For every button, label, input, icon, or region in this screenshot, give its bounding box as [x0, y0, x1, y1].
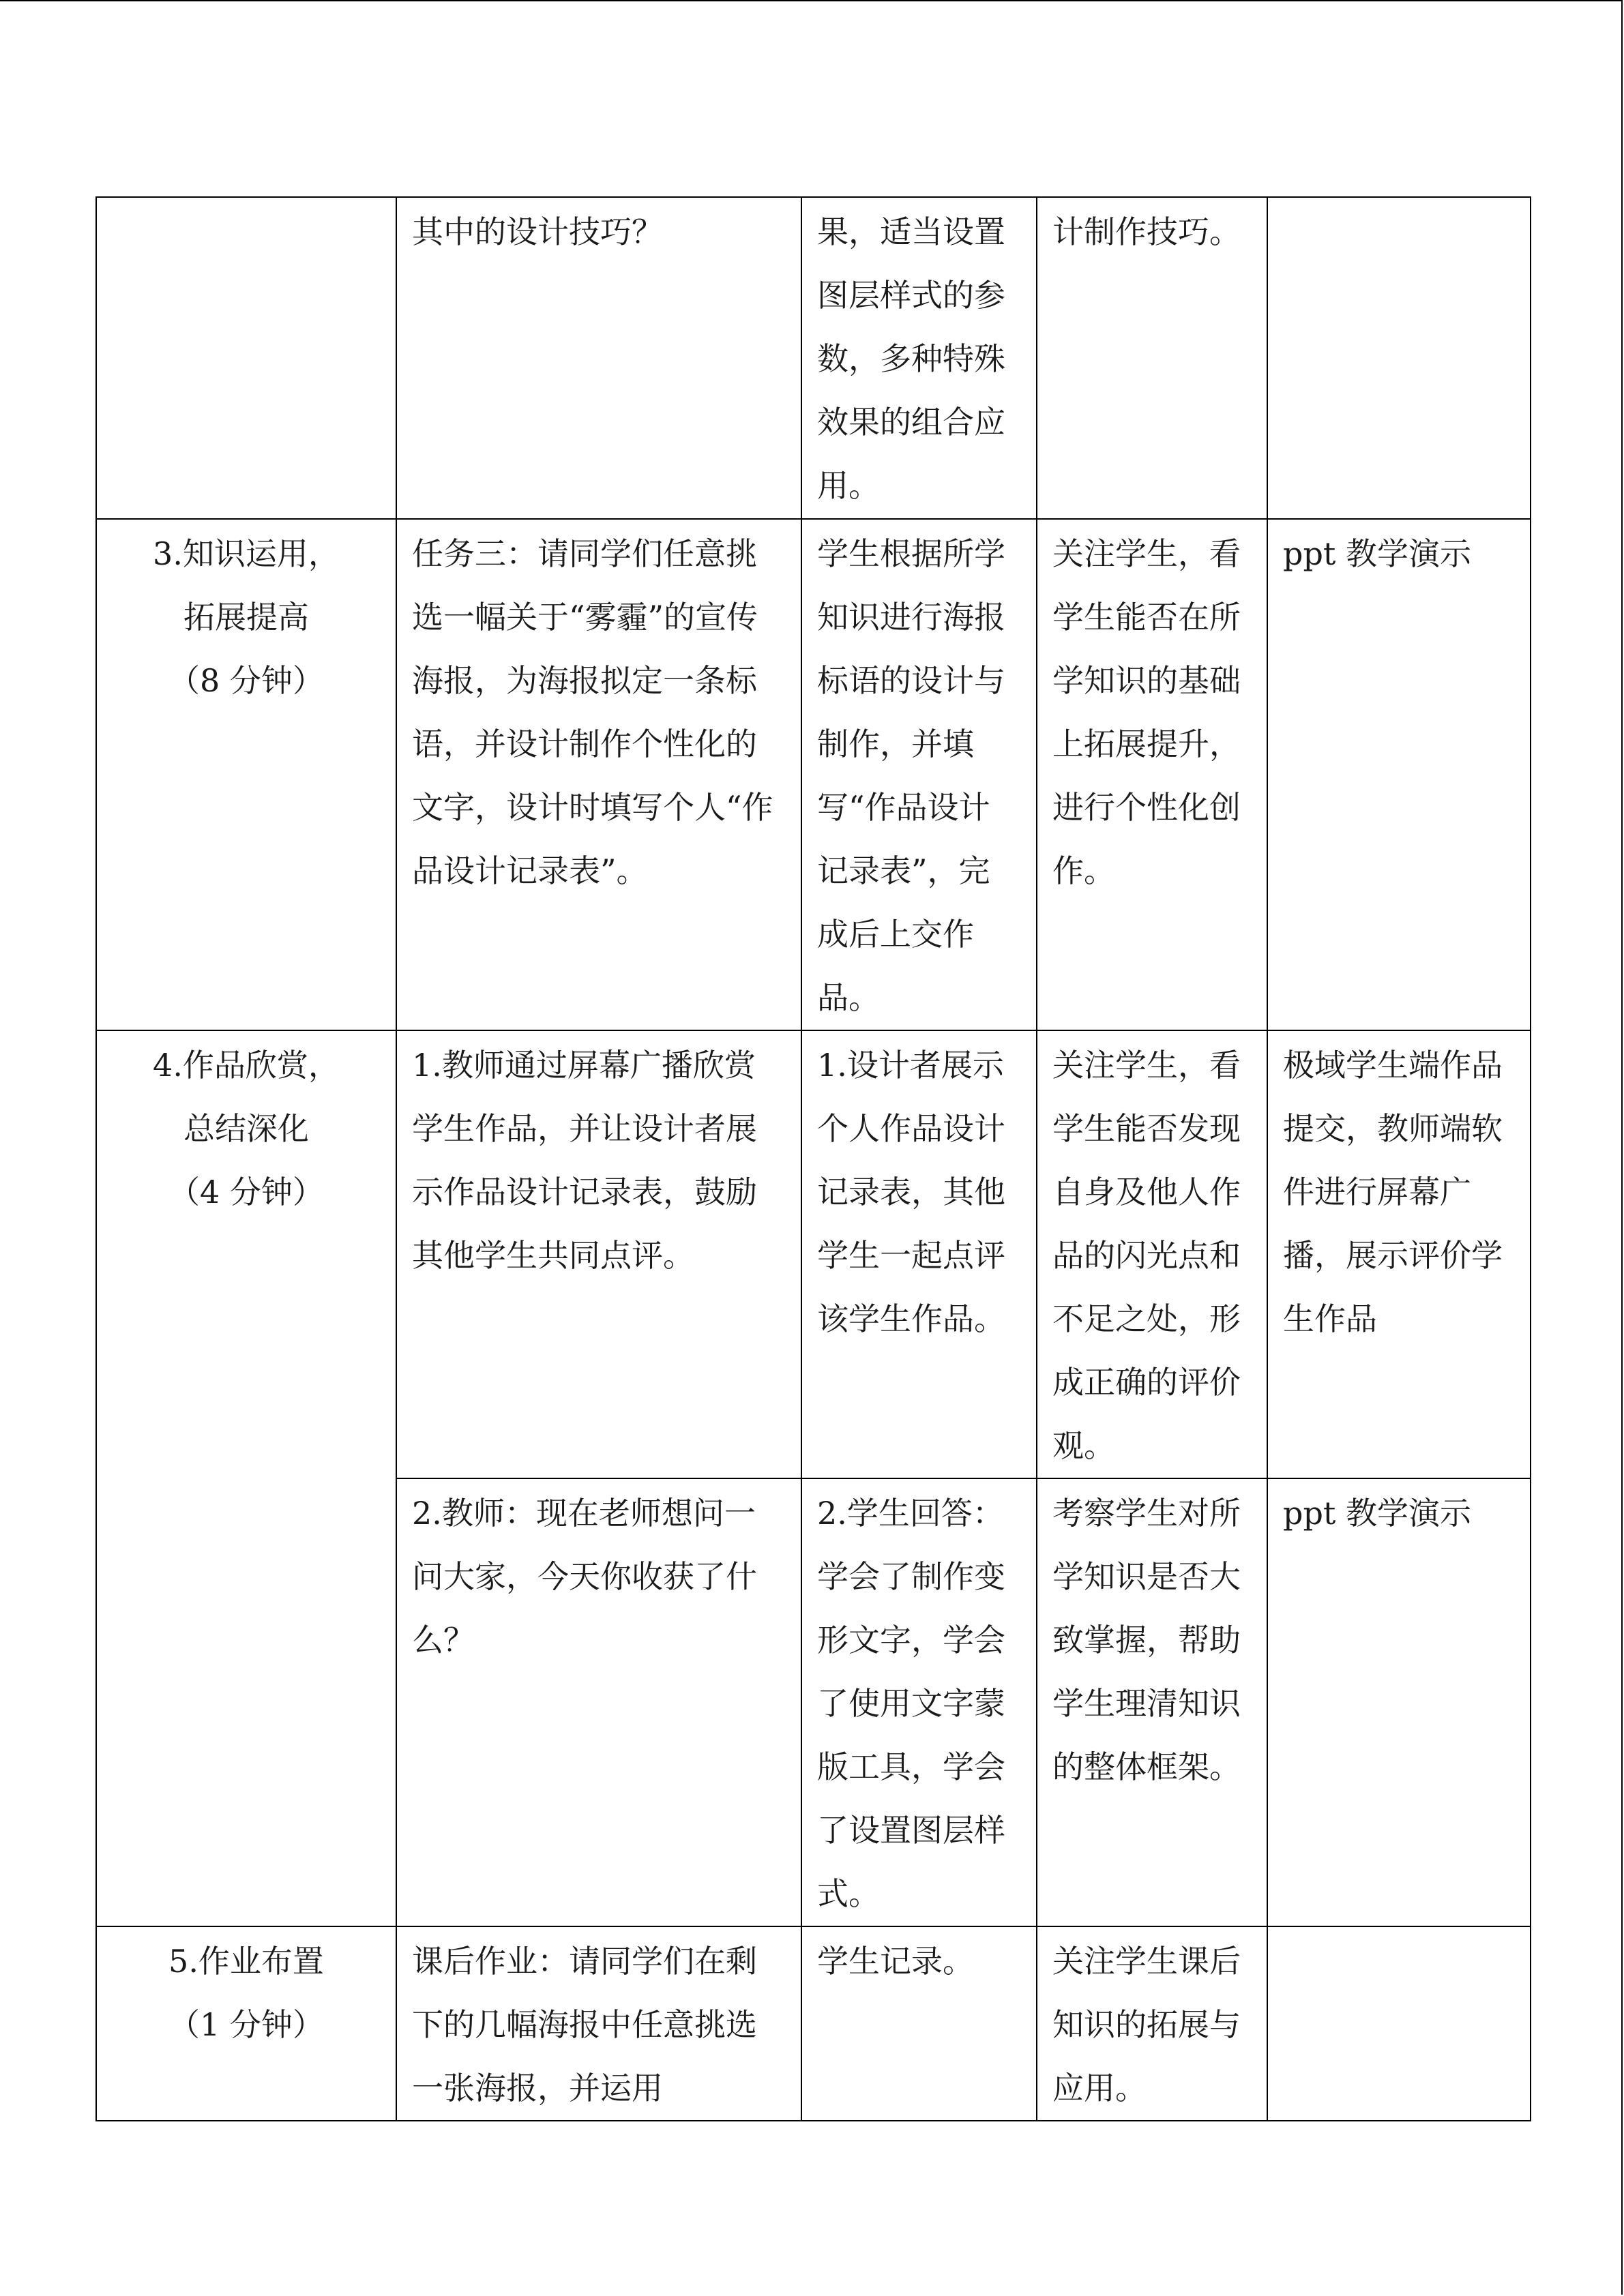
stage-subtitle: 拓展提高 [183, 599, 309, 636]
media-cell [1267, 1926, 1531, 2121]
student-activity-cell: 学生根据所学知识进行海报标语的设计与制作，并填写“作品设计记录表”，完成后上交作品。 [801, 519, 1037, 1030]
design-intent-cell: 关注学生，看学生能否在所学知识的基础上拓展提升，进行个性化创作。 [1037, 519, 1267, 1030]
stage-cell [96, 519, 396, 1030]
task-cell: 2.教师：现在老师想问一问大家，今天你收获了什么？ [396, 1478, 801, 1926]
stage-title: 3.知识运用， [153, 535, 340, 572]
stage-duration: （1 分钟） [168, 2006, 324, 2043]
table-row [96, 1926, 1531, 2121]
student-activity-cell: 学生记录。 [801, 1926, 1037, 2121]
table-row [96, 519, 1531, 1030]
task-cell: 其中的设计技巧？ [396, 197, 801, 519]
student-activity-cell: 2.学生回答：学会了制作变形文字，学会了使用文字蒙版工具，学会了设置图层样式。 [801, 1478, 1037, 1926]
media-cell [1267, 197, 1531, 519]
table-row [96, 1030, 1531, 1478]
task-cell: 课后作业：请同学们在剩下的几幅海报中任意挑选一张海报，并运用 [396, 1926, 801, 2121]
stage-duration: （4 分钟） [168, 1174, 324, 1210]
task-cell: 1.教师通过屏幕广播欣赏学生作品，并让设计者展示作品设计记录表，鼓励其他学生共同点评。 [396, 1030, 801, 1478]
stage-cell [96, 1030, 396, 1926]
design-intent-cell: 关注学生，看学生能否发现自身及他人作品的闪光点和不足之处，形成正确的评价观。 [1037, 1030, 1267, 1478]
student-activity-cell: 1.设计者展示个人作品设计记录表，其他学生一起点评该学生作品。 [801, 1030, 1037, 1478]
design-intent-cell: 计制作技巧。 [1037, 197, 1267, 519]
stage-duration: （8 分钟） [168, 662, 324, 699]
design-intent-cell: 考察学生对所学知识是否大致掌握，帮助学生理清知识的整体框架。 [1037, 1478, 1267, 1926]
media-cell: ppt 教学演示 [1267, 1478, 1531, 1926]
media-cell: ppt 教学演示 [1267, 519, 1531, 1030]
table-row [96, 197, 1531, 519]
student-activity-cell: 果，适当设置图层样式的参数，多种特殊效果的组合应用。 [801, 197, 1037, 519]
media-cell: 极域学生端作品提交，教师端软件进行屏幕广播，展示评价学生作品 [1267, 1030, 1531, 1478]
task-cell: 任务三：请同学们任意挑选一幅关于“雾霾”的宣传海报，为海报拟定一条标语，并设计制作个性化的文字，设计时填写个人“作品设计记录表”。 [396, 519, 801, 1030]
stage-cell [96, 197, 396, 519]
stage-title: 5.作业布置 [168, 1943, 324, 1980]
stage-cell [96, 1926, 396, 2121]
lesson-plan-table [95, 196, 1531, 2121]
design-intent-cell: 关注学生课后知识的拓展与应用。 [1037, 1926, 1267, 2121]
stage-title: 4.作品欣赏， [153, 1047, 340, 1084]
stage-subtitle: 总结深化 [183, 1110, 309, 1147]
